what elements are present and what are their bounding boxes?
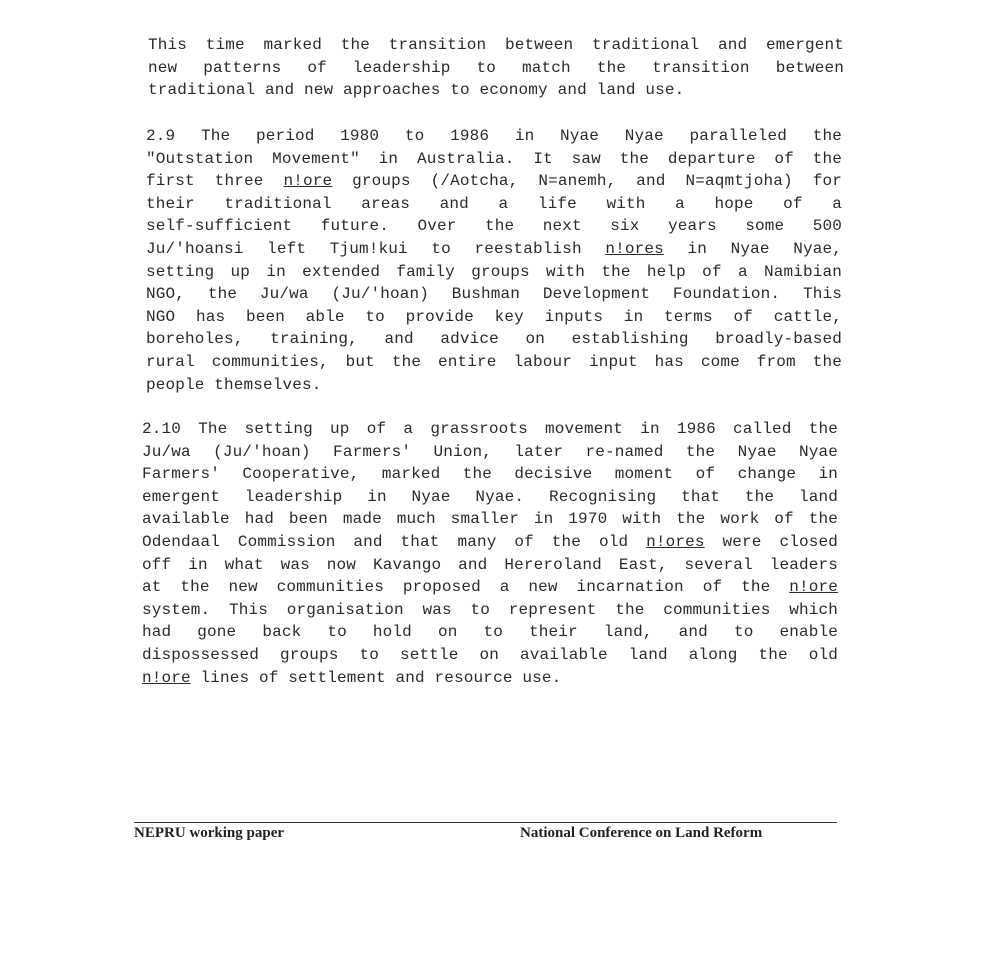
text-line: NGO, the Ju/wa (Ju/'hoan) Bushman Development Foundation. This xyxy=(146,285,842,304)
text-line: 2.9 The period 1980 to 1986 in Nyae Nyae paralleled the xyxy=(146,127,842,145)
text-line: setting up in extended family groups with the help of a Namibian xyxy=(146,262,842,281)
footer-divider xyxy=(134,822,837,823)
term-n-ore: n!ore xyxy=(142,668,191,687)
term-n-ore: n!ore xyxy=(789,578,838,597)
text-line: available had been made much smaller in 1970 with the work of the xyxy=(142,510,838,529)
text-line: NGO has been able to provide key inputs in terms of cattle, xyxy=(146,307,842,326)
text-line: at the new communities proposed a new incarnation of the n!ore xyxy=(142,578,838,597)
text-line: "Outstation Movement" in Australia. It saw the departure of the xyxy=(146,149,842,168)
text-line: had gone back to hold on to their land, and to enable xyxy=(142,623,838,642)
paragraph-section-2-9 xyxy=(146,125,842,396)
paragraph-transition-intro xyxy=(148,34,844,102)
text-line: n!ore lines of settlement and resource use. xyxy=(142,668,562,687)
text-line: traditional and new approaches to economy and land use. xyxy=(148,81,685,100)
text-line: 2.10 The setting up of a grassroots movement in 1986 called the xyxy=(142,420,838,438)
footer-conference: National Conference on Land Reform xyxy=(520,825,763,841)
term-n-ore: n!ores xyxy=(605,239,664,258)
text-line: first three n!ore groups (/Aotcha, N=anemh, and N=aqmtjoha) for xyxy=(146,172,842,191)
text-line: their traditional areas and a life with a hope of a xyxy=(146,194,842,213)
text-line: Ju/'hoansi left Tjum!kui to reestablish n!ores in Nyae Nyae, xyxy=(146,239,842,258)
text-line: self-sufficient future. Over the next six years some 500 xyxy=(146,217,842,236)
text-line: people themselves. xyxy=(146,375,322,394)
footer-publication: NEPRU working paper xyxy=(134,825,285,841)
text-line: system. This organisation was to represent the communities which xyxy=(142,600,838,619)
term-n-ore: n!ore xyxy=(283,172,333,191)
text-line: Odendaal Commission and that many of the old n!ores were closed xyxy=(142,532,838,551)
text-line: boreholes, training, and advice on establishing broadly-based xyxy=(146,330,842,349)
text-line: Ju/wa (Ju/'hoan) Farmers' Union, later re-named the Nyae Nyae xyxy=(142,442,838,461)
text-line: rural communities, but the entire labour input has come from the xyxy=(146,352,842,371)
text-line: off in what was now Kavango and Hereroland East, several leaders xyxy=(142,555,838,574)
text-line: emergent leadership in Nyae Nyae. Recognising that the land xyxy=(142,487,838,506)
text-line: Farmers' Cooperative, marked the decisive moment of change in xyxy=(142,465,838,484)
term-n-ore: n!ores xyxy=(646,532,705,551)
text-line: dispossessed groups to settle on available land along the old xyxy=(142,645,838,664)
text-line: new patterns of leadership to match the transition between xyxy=(148,58,844,77)
text-line: This time marked the transition between traditional and emergent xyxy=(148,36,844,54)
paragraph-section-2-10 xyxy=(142,418,838,689)
